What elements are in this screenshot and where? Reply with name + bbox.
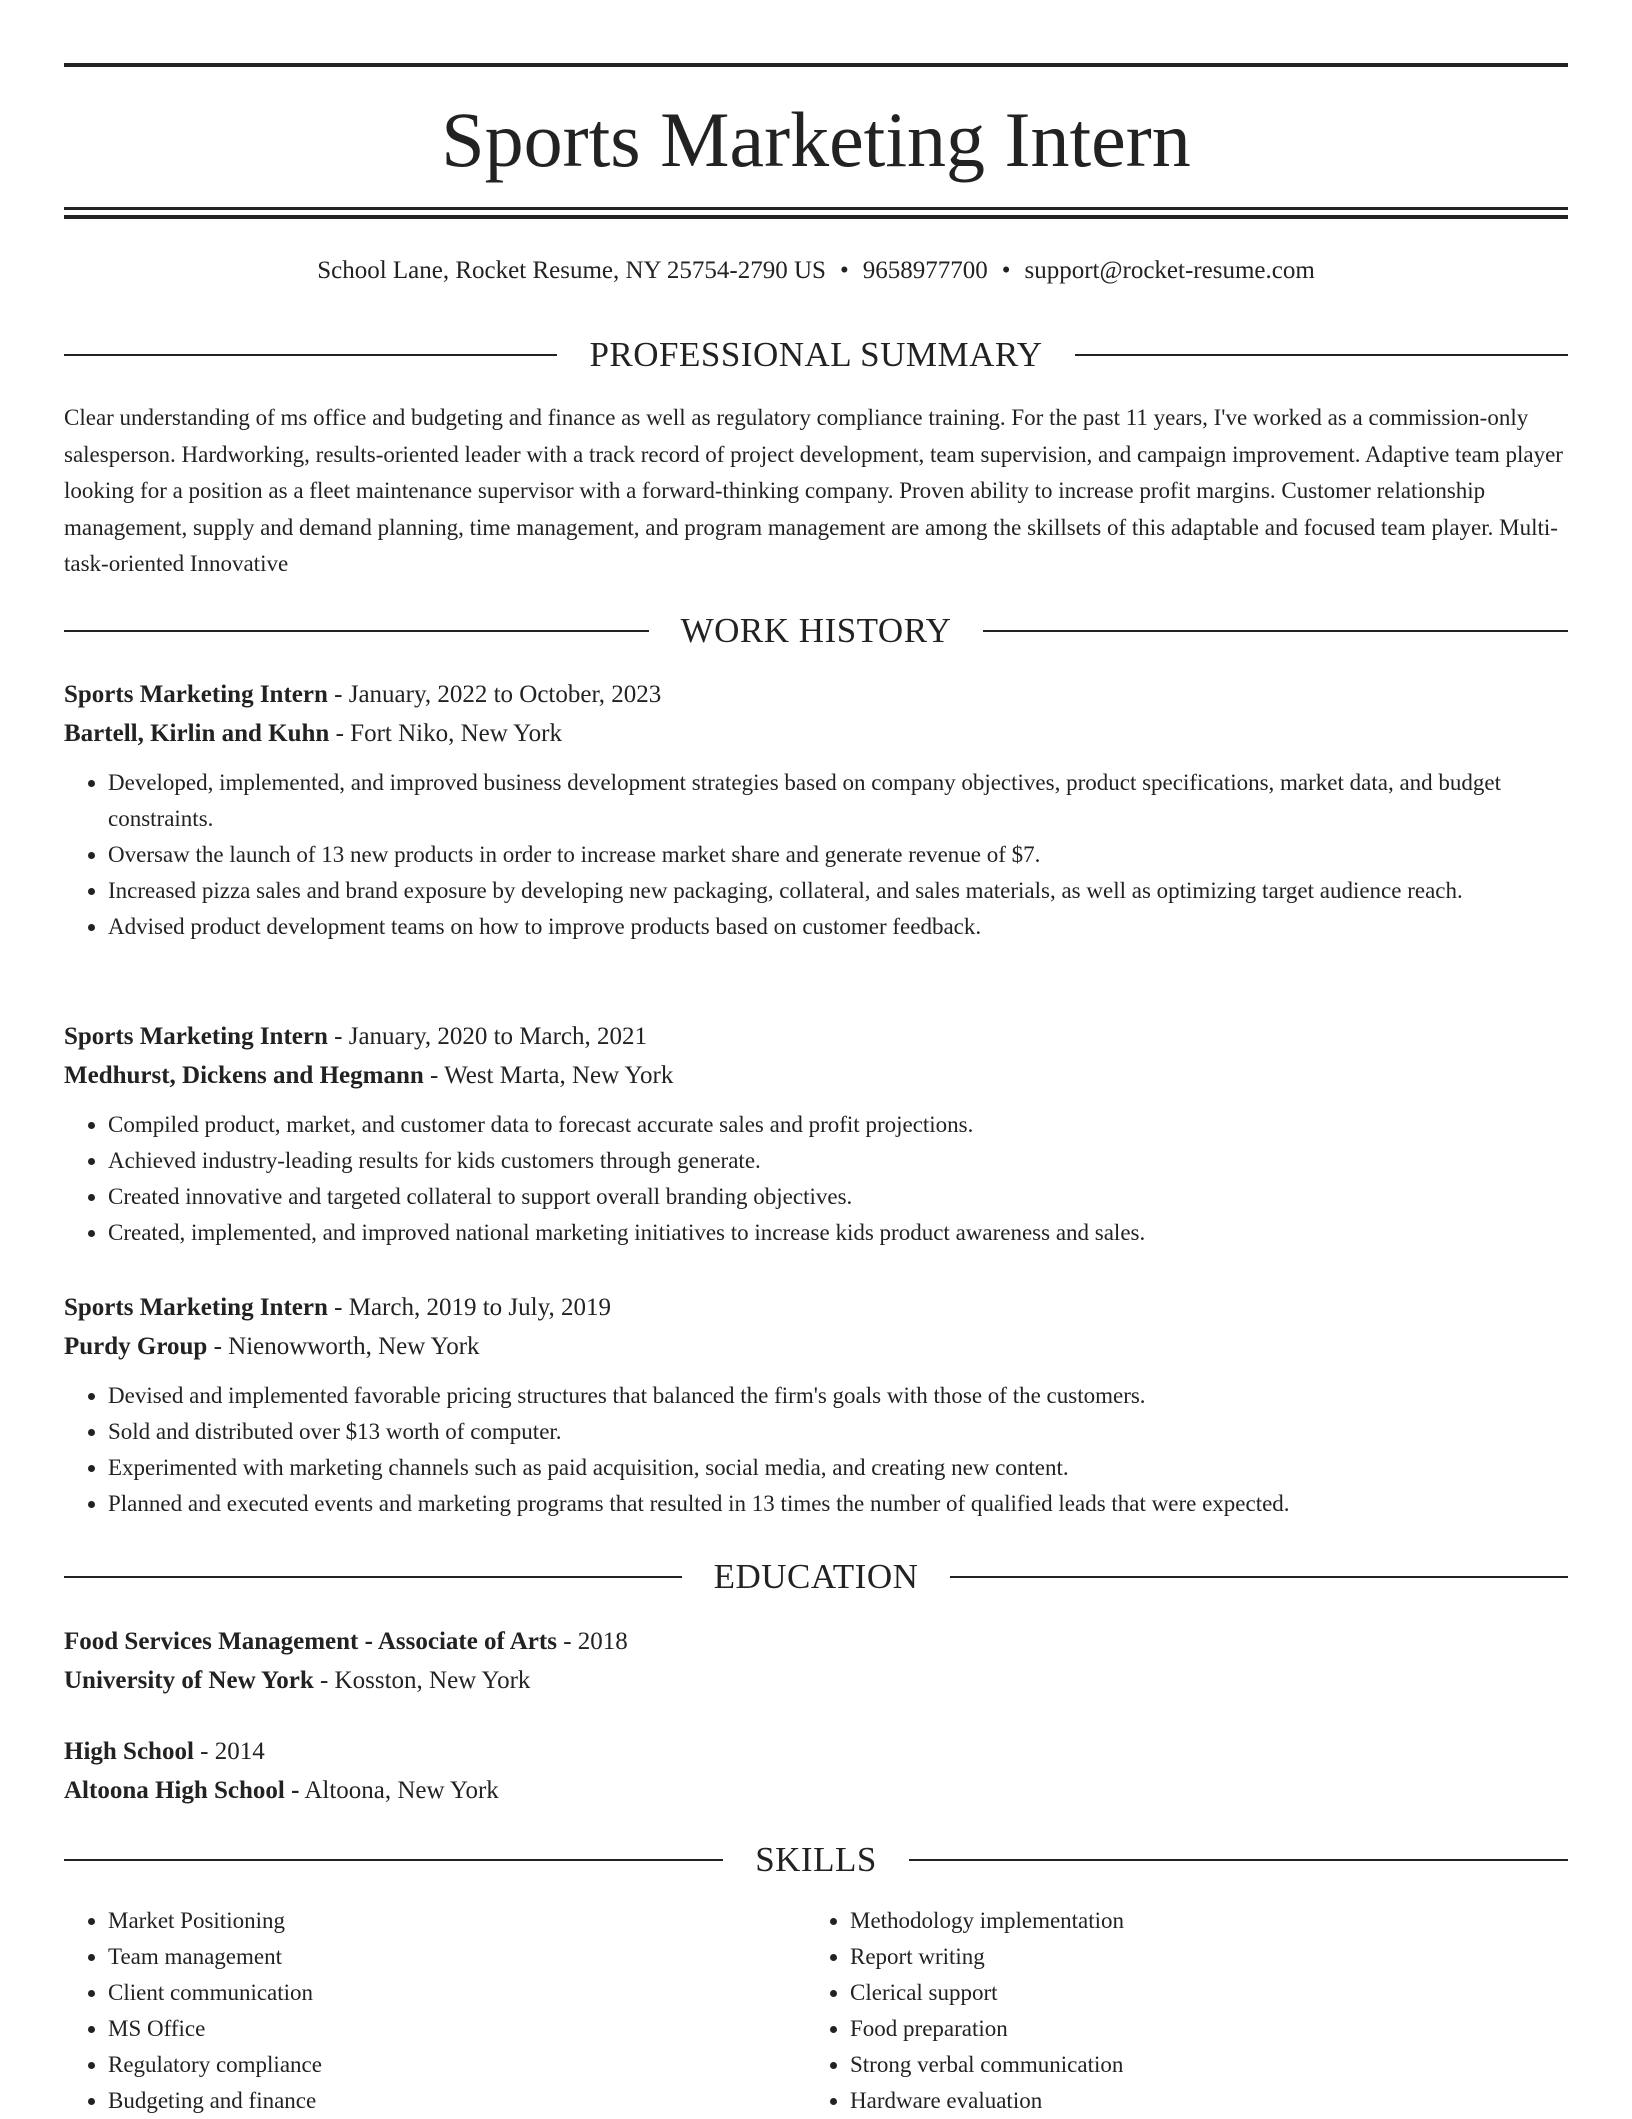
- school-location: Altoona, New York: [299, 1777, 499, 1804]
- section-title: WORK HISTORY: [680, 611, 952, 650]
- skill-item: • MS Office: [108, 2011, 808, 2047]
- education-entry: [64, 1622, 1568, 1700]
- section-title: SKILLS: [755, 1840, 877, 1879]
- job-company: Purdy Group: [64, 1333, 208, 1360]
- list-item: • Oversaw the launch of 13 new products in order to increase market share and generate revenue of $7.: [108, 837, 1568, 873]
- job-bullets: [64, 765, 1568, 945]
- skill-item: • Strong verbal communication: [850, 2047, 1550, 2083]
- list-item: • Planned and executed events and marketing programs that resulted in 13 times the number of qualified leads that were expected.: [108, 1486, 1568, 1522]
- section-rule: [1075, 354, 1568, 356]
- work-entry: [64, 1017, 1568, 1251]
- contact-address: School Lane, Rocket Resume, NY 25754-2790 US: [317, 257, 826, 284]
- section-title: EDUCATION: [713, 1557, 919, 1596]
- job-dates: - March, 2019 to July, 2019: [327, 1294, 611, 1321]
- skill-item: • Budgeting and finance: [108, 2083, 808, 2119]
- job-dates: - January, 2020 to March, 2021: [327, 1023, 648, 1050]
- section-header-skills: [64, 1838, 1568, 1882]
- graduation-year: - 2014: [193, 1738, 265, 1765]
- skill-item: • Report writing: [850, 1939, 1550, 1975]
- job-role: Sports Marketing Intern: [64, 1023, 328, 1050]
- resume-title: Sports Marketing Intern: [441, 96, 1191, 183]
- skills-list-left: [64, 1903, 808, 2119]
- list-item: • Developed, implemented, and improved business development strategies based on company objectives, product specifications, market data, and budget constraints.: [108, 765, 1568, 837]
- job-bullets: [64, 1107, 1568, 1251]
- work-entry: [64, 675, 1568, 945]
- graduation-year: - 2018: [556, 1628, 628, 1655]
- degree: Food Services Management - Associate of Arts: [64, 1628, 557, 1655]
- list-item: • Advised product development teams on how to improve products based on customer feedback.: [108, 909, 1568, 945]
- skill-item: • Regulatory compliance: [108, 2047, 808, 2083]
- section-rule: [64, 1576, 682, 1578]
- job-company: Medhurst, Dickens and Hegmann: [64, 1062, 424, 1089]
- section-title: PROFESSIONAL SUMMARY: [589, 335, 1043, 374]
- section-rule: [64, 630, 649, 632]
- contact-separator: •: [839, 257, 849, 284]
- summary-text: Clear understanding of ms office and budgeting and finance as well as regulatory compliance training. For the past 11 years, I've worked as a commission-only salesperson. Hardworking, results-oriented leader with a track record of project development, team supervision, and campaign improvement. Adaptive team player looking for a position as a fleet maintenance supervisor with a forward-thinking company. Proven ability to increase profit margins. Customer relationship management, supply and demand planning, time management, and program management are among the skillsets of this adaptable and focused team player. Multi-task-oriented Innovative: [64, 405, 1563, 576]
- skill-item: • Team management: [108, 1939, 808, 1975]
- list-item: • Increased pizza sales and brand exposure by developing new packaging, collateral, and sales materials, as well as optimizing target audience reach.: [108, 873, 1568, 909]
- skill-item: • Methodology implementation: [850, 1903, 1550, 1939]
- section-rule: [64, 354, 557, 356]
- contact-separator: •: [1001, 257, 1011, 284]
- skill-item: • Hardware evaluation: [850, 2083, 1550, 2119]
- list-item: • Compiled product, market, and customer data to forecast accurate sales and profit projections.: [108, 1107, 1568, 1143]
- work-entry: [64, 1288, 1568, 1522]
- job-location: - Fort Niko, New York: [329, 720, 562, 747]
- job-role: Sports Marketing Intern: [64, 1294, 328, 1321]
- job-location: - Nienowworth, New York: [207, 1333, 480, 1360]
- section-rule: [64, 1859, 723, 1861]
- school-location: - Kosston, New York: [313, 1667, 531, 1694]
- section-rule: [909, 1859, 1568, 1861]
- job-location: - West Marta, New York: [423, 1062, 674, 1089]
- section-header-work: [64, 609, 1568, 653]
- education-entry: [64, 1732, 1568, 1810]
- job-dates: - January, 2022 to October, 2023: [327, 681, 662, 708]
- degree: High School: [64, 1738, 194, 1765]
- list-item: • Sold and distributed over $13 worth of computer.: [108, 1414, 1568, 1450]
- skill-item: • Clerical support: [850, 1975, 1550, 2011]
- job-bullets: [64, 1378, 1568, 1522]
- skill-item: • Food preparation: [850, 2011, 1550, 2047]
- title-double-rule: [64, 207, 1568, 219]
- job-role: Sports Marketing Intern: [64, 681, 328, 708]
- contact-email: support@rocket-resume.com: [1024, 257, 1315, 284]
- section-header-summary: [64, 333, 1568, 377]
- list-item: • Created innovative and targeted collateral to support overall branding objectives.: [108, 1179, 1568, 1215]
- list-item: • Experimented with marketing channels such as paid acquisition, social media, and creating new content.: [108, 1450, 1568, 1486]
- section-rule: [983, 630, 1568, 632]
- contact-line: [64, 253, 1568, 289]
- list-item: • Devised and implemented favorable pricing structures that balanced the firm's goals with those of the customers.: [108, 1378, 1568, 1414]
- list-item: • Created, implemented, and improved national marketing initiatives to increase kids product awareness and sales.: [108, 1215, 1568, 1251]
- top-rule: [64, 63, 1568, 67]
- contact-phone: 9658977700: [862, 257, 988, 284]
- section-rule: [950, 1576, 1568, 1578]
- section-header-education: [64, 1555, 1568, 1599]
- list-item: • Achieved industry-leading results for kids customers through generate.: [108, 1143, 1568, 1179]
- skill-item: • Client communication: [108, 1975, 808, 2011]
- job-company: Bartell, Kirlin and Kuhn: [64, 720, 330, 747]
- school-name: Altoona High School -: [64, 1777, 300, 1804]
- skill-item: • Market Positioning: [108, 1903, 808, 1939]
- skills-list-right: [806, 1903, 1550, 2119]
- school-name: University of New York: [64, 1667, 314, 1694]
